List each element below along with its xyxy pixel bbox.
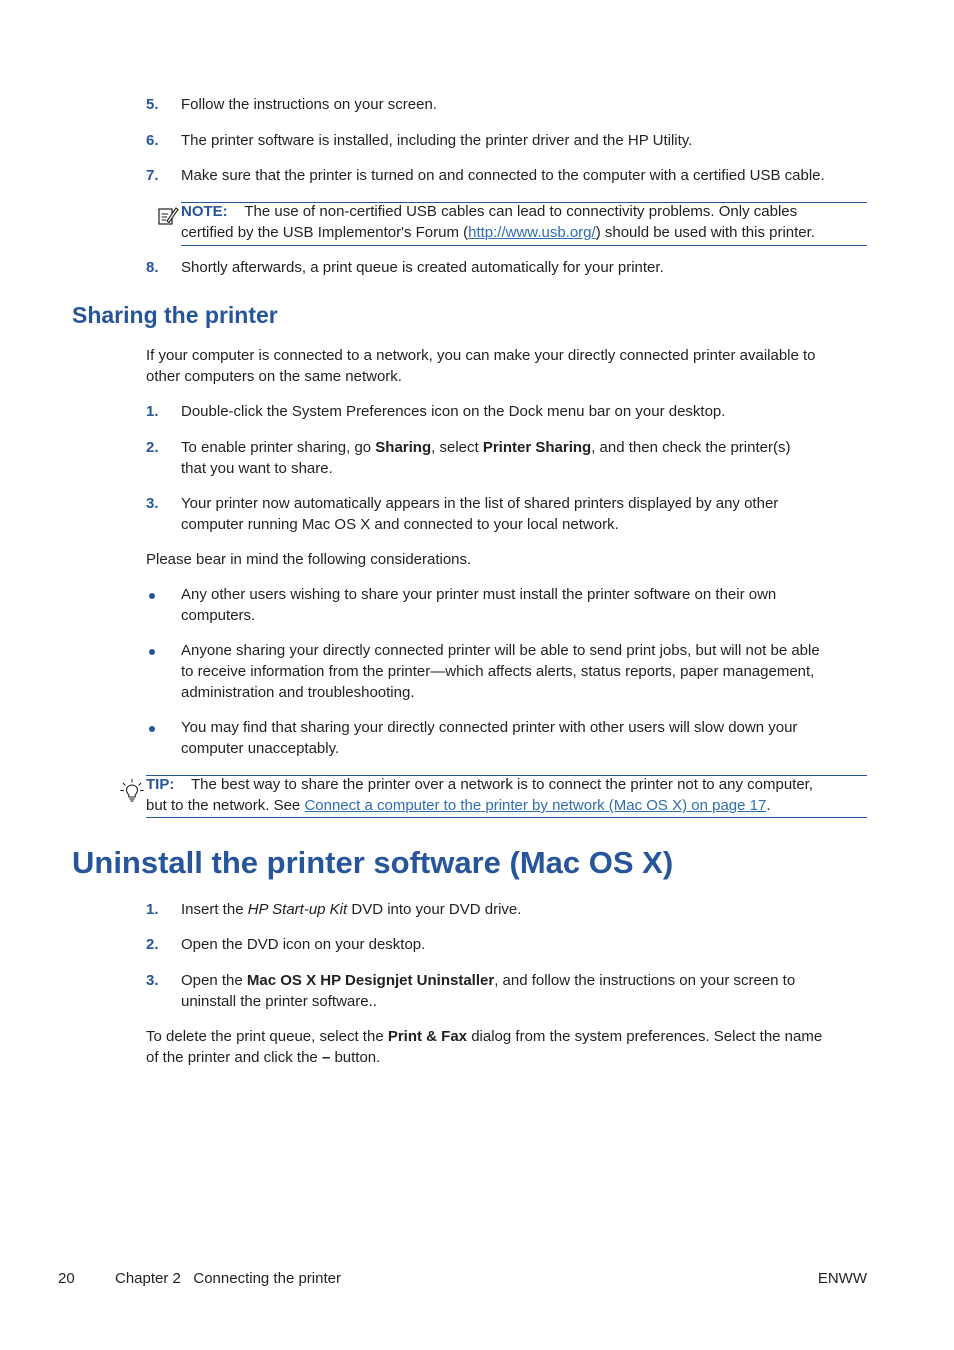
- italic-term: HP Start-up Kit: [247, 901, 348, 918]
- note-line-2: [181, 222, 871, 243]
- step-number: 6.: [146, 132, 159, 149]
- step-text: Open the DVD icon on your desktop.: [181, 936, 426, 953]
- footer-chapter: Chapter 2 Connecting the printer: [115, 1270, 341, 1287]
- step-number: 3.: [146, 495, 159, 512]
- usb-org-link[interactable]: http://www.usb.org/: [468, 224, 596, 241]
- tip-line-1: [146, 774, 871, 795]
- bullet-dot: [149, 593, 155, 599]
- paragraph-line: If your computer is connected to a network, you can make your directly connected printer available to: [146, 347, 816, 364]
- tip-text: but to the network. See: [146, 797, 305, 814]
- connect-network-link[interactable]: Connect a computer to the printer by network (Mac OS X) on page 17: [304, 797, 767, 814]
- note-text: ) should be used with this printer.: [595, 224, 815, 241]
- step-text: Insert the HP Start-up Kit DVD into your DVD drive.: [181, 901, 522, 918]
- paragraph-line: other computers on the same network.: [146, 368, 402, 385]
- lightbulb-icon: [120, 778, 144, 804]
- tip-line-2: [146, 795, 871, 816]
- step-text: Make sure that the printer is turned on and connected to the computer with a certified USB cable.: [181, 167, 825, 184]
- step-number: 2.: [146, 936, 159, 953]
- tip-label: TIP:: [146, 776, 175, 793]
- bold-term: Print & Fax: [387, 1028, 468, 1045]
- list-item: Anyone sharing your directly connected printer will be able to send print jobs, but will not be able to receive information from the printer—which affects alerts, status reports, paper management, administration and troubleshooting.: [181, 642, 820, 701]
- step-text: Double-click the System Preferences icon on the Dock menu bar on your desktop.: [181, 403, 726, 420]
- paragraph: To delete the print queue, select the Print & Fax dialog from the system preferences. Select the name of the printer and click the – button.: [146, 1028, 823, 1066]
- section-heading-uninstall: Uninstall the printer software (Mac OS X): [72, 845, 674, 880]
- step-number: 1.: [146, 901, 159, 918]
- step-number: 1.: [146, 403, 159, 420]
- step-number: 5.: [146, 96, 159, 113]
- note-text: The use of non-certified USB cables can lead to connectivity problems. Only cables: [244, 203, 798, 220]
- step-number: 2.: [146, 439, 159, 456]
- footer-right-label: ENWW: [817, 1270, 867, 1287]
- bold-term: Sharing: [375, 439, 432, 456]
- list-item: You may find that sharing your directly connected printer with other users will slow down your computer unacceptably.: [181, 719, 798, 757]
- bold-term: Printer Sharing: [482, 439, 592, 456]
- step-number: 7.: [146, 167, 159, 184]
- tip-bottom-rule: [146, 817, 867, 818]
- step-text: Your printer now automatically appears in the list of shared printers displayed by any other computer running Mac OS X and connected to your local network.: [181, 495, 779, 533]
- step-number: 8.: [146, 259, 159, 276]
- bold-term: Mac OS X HP Designjet Uninstaller: [246, 972, 495, 989]
- step-text: Follow the instructions on your screen.: [181, 96, 437, 113]
- step-text: The printer software is installed, including the printer driver and the HP Utility.: [181, 132, 693, 149]
- step-text: Shortly afterwards, a print queue is created automatically for your printer.: [181, 259, 664, 276]
- tip-text: .: [766, 797, 771, 814]
- minus-button-label: –: [321, 1049, 331, 1066]
- paragraph: [146, 345, 868, 387]
- paragraph: Please bear in mind the following considerations.: [146, 551, 472, 568]
- step-number: 3.: [146, 972, 159, 989]
- tip-text: The best way to share the printer over a network is to connect the printer not to any computer,: [191, 776, 814, 793]
- note-icon: [157, 205, 179, 227]
- step-text: Open the Mac OS X HP Designjet Uninstaller, and follow the instructions on your screen to uninstall the printer software..: [181, 972, 796, 1010]
- note-line-1: [181, 201, 871, 222]
- section-heading-sharing: Sharing the printer: [72, 302, 278, 328]
- bullet-dot: [149, 726, 155, 732]
- note-text: certified by the USB Implementor's Forum (: [181, 224, 469, 241]
- note-label: NOTE:: [181, 203, 228, 220]
- note-bottom-rule: [181, 245, 867, 246]
- list-item: Any other users wishing to share your printer must install the printer software on their own computers.: [181, 586, 777, 624]
- bullet-dot: [149, 649, 155, 655]
- page-number: 20: [58, 1270, 75, 1287]
- step-text: To enable printer sharing, go Sharing, select Printer Sharing, and then check the printer(s) that you want to share.: [181, 439, 791, 477]
